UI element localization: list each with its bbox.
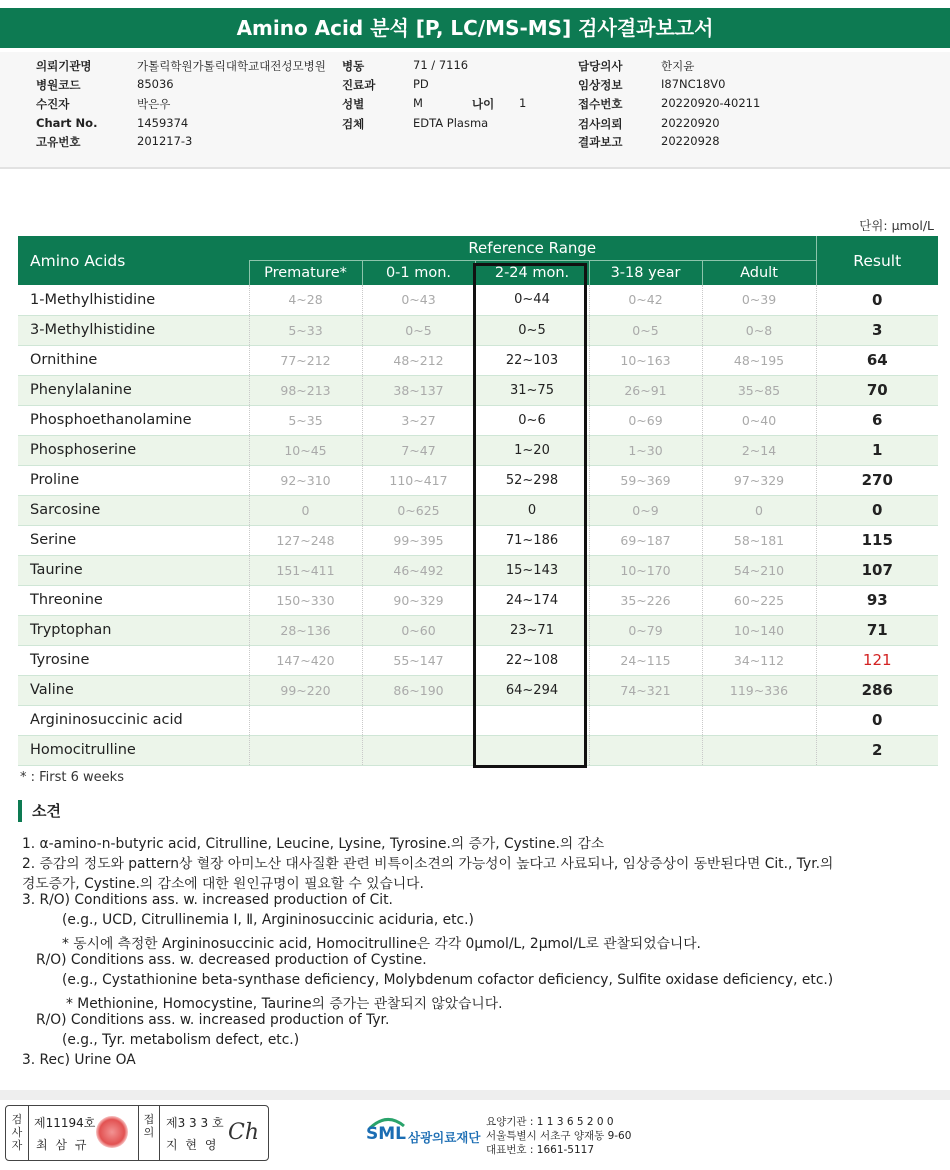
- insp-label: 검사자: [11, 1113, 23, 1152]
- signature-separator: [159, 1106, 160, 1160]
- reference-range-cell: 0~6: [475, 405, 589, 435]
- result-cell: 3: [816, 315, 938, 345]
- reference-range-cell: 0~5: [362, 315, 475, 345]
- value-unique-no: 201217-3: [137, 134, 193, 148]
- table-row: [18, 495, 938, 525]
- result-cell: 0: [816, 495, 938, 525]
- reference-range-cell: 10~170: [589, 555, 702, 585]
- reference-range-cell: 26~91: [589, 375, 702, 405]
- handwritten-signature: Ch: [228, 1120, 260, 1145]
- reference-range-cell: 64~294: [475, 675, 589, 705]
- amino-acid-name: Tyrosine: [18, 645, 249, 675]
- reference-range-cell: [475, 735, 589, 765]
- opinion-line: (e.g., Cystathionine beta-synthase deficiency, Molybdenum cofactor deficiency, Sulfite oxidase deficiency, etc.): [62, 972, 834, 988]
- amino-acid-name: Serine: [18, 525, 249, 555]
- table-row: [18, 315, 938, 345]
- opinion-line: R/O) Conditions ass. w. increased production of Tyr.: [36, 1012, 390, 1028]
- reference-range-cell: 74~321: [589, 675, 702, 705]
- footer-band: [0, 1090, 950, 1100]
- amino-acid-name: Taurine: [18, 555, 249, 585]
- result-cell: 1: [816, 435, 938, 465]
- amino-acid-name: Homocitrulline: [18, 735, 249, 765]
- reference-range-cell: 3~27: [362, 405, 475, 435]
- value-requester: 가톨릭학원가톨릭대학교대전성모병원: [137, 59, 326, 73]
- org-phone: 대표번호 : 1661-5117: [486, 1144, 595, 1156]
- value-report-date: 20220928: [661, 134, 720, 148]
- value-patient: 박은우: [137, 97, 171, 111]
- label-sex: 성별: [342, 97, 365, 111]
- reference-range-cell: 48~195: [702, 345, 816, 375]
- approver-label: [141, 1113, 157, 1139]
- reference-range-cell: 77~212: [249, 345, 362, 375]
- label-ward: 병동: [342, 59, 365, 73]
- result-cell: 64: [816, 345, 938, 375]
- reference-range-cell: 0~79: [589, 615, 702, 645]
- signature-separator: [28, 1106, 29, 1160]
- table-row: [18, 345, 938, 375]
- opinion-line: 2. 증감의 정도와 pattern상 혈장 아미노산 대사질환 관련 비특이소견의 가능성이 높다고 사료되나, 임상증상이 동반된다면 Cit., Tyr.의: [22, 856, 834, 872]
- header-range-premature: Premature*: [249, 260, 362, 285]
- org-name: 삼광의료재단: [408, 1130, 481, 1145]
- label-department: 진료과: [342, 78, 376, 92]
- label-patient: 수진자: [36, 97, 70, 111]
- value-hospital-code: 85036: [137, 77, 174, 91]
- reference-range-cell: 4~28: [249, 285, 362, 315]
- opinion-line: * Methionine, Homocystine, Taurine의 증가는 관찰되지 않았습니다.: [66, 996, 503, 1012]
- amino-acid-name: Phosphoserine: [18, 435, 249, 465]
- label-clinical-info: 임상정보: [578, 78, 623, 92]
- reference-range-cell: 0~44: [475, 285, 589, 315]
- amino-acid-name: Phosphoethanolamine: [18, 405, 249, 435]
- opinion-line: 1. α-amino-n-butyric acid, Citrulline, Leucine, Lysine, Tyrosine.의 증가, Cystine.의 감소: [22, 836, 605, 852]
- reference-range-cell: 0~39: [702, 285, 816, 315]
- org-code: 요양기관 : 1 1 3 6 5 2 0 0: [486, 1116, 614, 1128]
- result-cell: 0: [816, 285, 938, 315]
- inspector-label: [9, 1113, 25, 1152]
- reference-range-cell: 0~8: [702, 315, 816, 345]
- reference-range-cell: 110~417: [362, 465, 475, 495]
- table-row: [18, 405, 938, 435]
- reference-range-cell: 22~103: [475, 345, 589, 375]
- amino-acid-name: Argininosuccinic acid: [18, 705, 249, 735]
- table-row: [18, 285, 938, 315]
- label-hospital-code: 병원코드: [36, 78, 81, 92]
- opinion-line: 3. Rec) Urine OA: [22, 1052, 136, 1068]
- reference-range-cell: [702, 735, 816, 765]
- appr-label: 접의: [143, 1113, 155, 1139]
- opinion-line: 경도증가, Cystine.의 감소에 대한 원인규명이 필요할 수 있습니다.: [22, 876, 424, 892]
- label-request-date: 검사의뢰: [578, 117, 623, 131]
- reference-range-cell: [249, 705, 362, 735]
- table-row: [18, 735, 938, 765]
- report-title: Amino Acid 분석 [P, LC/MS-MS] 검사결과보고서: [0, 8, 950, 48]
- value-sex: M: [413, 96, 423, 110]
- label-requester: 의뢰기관명: [36, 59, 92, 73]
- org-address: 서울특별시 서초구 양재동 9-60: [486, 1130, 632, 1142]
- header-amino-acids: Amino Acids: [18, 236, 249, 285]
- reference-range-cell: [589, 735, 702, 765]
- label-receipt-no: 접수번호: [578, 97, 623, 111]
- result-cell: 107: [816, 555, 938, 585]
- reference-range-cell: 71~186: [475, 525, 589, 555]
- value-doctor: 한지윤: [661, 59, 695, 73]
- value-department: PD: [413, 77, 429, 91]
- reference-range-cell: 7~47: [362, 435, 475, 465]
- result-cell: 286: [816, 675, 938, 705]
- result-cell: 121: [816, 645, 938, 675]
- header-divider: [0, 167, 950, 169]
- amino-acid-name: 1-Methylhistidine: [18, 285, 249, 315]
- reference-range-cell: 0: [249, 495, 362, 525]
- inspector-name: 최 삼 규: [36, 1138, 89, 1152]
- reference-range-cell: 0~40: [702, 405, 816, 435]
- reference-range-cell: 0: [702, 495, 816, 525]
- reference-range-cell: 99~220: [249, 675, 362, 705]
- reference-range-cell: 127~248: [249, 525, 362, 555]
- reference-range-cell: 0~43: [362, 285, 475, 315]
- reference-range-cell: 0~69: [589, 405, 702, 435]
- result-cell: 2: [816, 735, 938, 765]
- label-unique-no: 고유번호: [36, 135, 81, 149]
- reference-range-cell: 54~210: [702, 555, 816, 585]
- reference-range-cell: 10~163: [589, 345, 702, 375]
- result-cell: 115: [816, 525, 938, 555]
- reference-range-cell: 92~310: [249, 465, 362, 495]
- reference-range-cell: 23~71: [475, 615, 589, 645]
- result-cell: 71: [816, 615, 938, 645]
- opinion-line: * 동시에 측정한 Argininosuccinic acid, Homocitrulline은 각각 0μmol/L, 2μmol/L로 관찰되었습니다.: [62, 936, 701, 952]
- result-cell: 270: [816, 465, 938, 495]
- sml-logo-text: SML: [366, 1124, 406, 1144]
- reference-range-cell: 0~9: [589, 495, 702, 525]
- header-result: Result: [816, 236, 938, 285]
- reference-range-cell: 35~226: [589, 585, 702, 615]
- reference-range-cell: 90~329: [362, 585, 475, 615]
- table-row: [18, 555, 938, 585]
- table-row: [18, 675, 938, 705]
- header-range-2-24-mon: 2-24 mon.: [475, 260, 589, 285]
- reference-range-cell: 10~45: [249, 435, 362, 465]
- reference-range-cell: 46~492: [362, 555, 475, 585]
- label-chart-no: Chart No.: [36, 116, 98, 130]
- amino-acid-name: 3-Methylhistidine: [18, 315, 249, 345]
- reference-range-cell: 69~187: [589, 525, 702, 555]
- header-reference-range: Reference Range: [249, 236, 816, 260]
- reference-range-cell: 2~14: [702, 435, 816, 465]
- amino-acid-name: Valine: [18, 675, 249, 705]
- opinion-line: (e.g., UCD, Citrullinemia Ⅰ, Ⅱ, Argininosuccinic aciduria, etc.): [62, 912, 474, 928]
- reference-range-cell: 38~137: [362, 375, 475, 405]
- reference-range-cell: 150~330: [249, 585, 362, 615]
- reference-range-cell: 0: [475, 495, 589, 525]
- header-range-adult: Adult: [702, 260, 816, 285]
- table-row: [18, 645, 938, 675]
- label-report-date: 결과보고: [578, 135, 623, 149]
- reference-range-cell: 0~625: [362, 495, 475, 525]
- table-row: [18, 465, 938, 495]
- reference-range-cell: 151~411: [249, 555, 362, 585]
- result-cell: 70: [816, 375, 938, 405]
- table-row: [18, 615, 938, 645]
- reference-range-cell: 0~42: [589, 285, 702, 315]
- reference-range-cell: 98~213: [249, 375, 362, 405]
- value-age: 1: [519, 96, 527, 110]
- official-seal: [96, 1116, 128, 1148]
- amino-acid-name: Phenylalanine: [18, 375, 249, 405]
- opinion-line: R/O) Conditions ass. w. decreased production of Cystine.: [36, 952, 427, 968]
- value-clinical-info: I87NC18V0: [661, 77, 726, 91]
- reference-range-cell: 22~108: [475, 645, 589, 675]
- label-specimen: 검체: [342, 117, 365, 131]
- reference-range-cell: 35~85: [702, 375, 816, 405]
- reference-range-cell: [362, 735, 475, 765]
- amino-acid-name: Sarcosine: [18, 495, 249, 525]
- value-receipt-no: 20220920-40211: [661, 96, 761, 110]
- reference-range-cell: 0~5: [589, 315, 702, 345]
- result-cell: 93: [816, 585, 938, 615]
- reference-range-cell: 55~147: [362, 645, 475, 675]
- reference-range-cell: 10~140: [702, 615, 816, 645]
- reference-range-cell: 15~143: [475, 555, 589, 585]
- reference-range-cell: 0~60: [362, 615, 475, 645]
- reference-range-cell: 5~35: [249, 405, 362, 435]
- label-doctor: 담당의사: [578, 59, 623, 73]
- reference-range-cell: 0~5: [475, 315, 589, 345]
- reference-range-cell: 28~136: [249, 615, 362, 645]
- reference-range-cell: 97~329: [702, 465, 816, 495]
- header-range-3-18-year: 3-18 year: [589, 260, 702, 285]
- table-row: [18, 375, 938, 405]
- footnote: * : First 6 weeks: [20, 770, 124, 785]
- table-row: [18, 705, 938, 735]
- reference-range-cell: [249, 735, 362, 765]
- table-row: [18, 585, 938, 615]
- inspector-number: 제11194호: [34, 1116, 96, 1130]
- reference-range-cell: 31~75: [475, 375, 589, 405]
- reference-range-cell: 99~395: [362, 525, 475, 555]
- reference-range-cell: 5~33: [249, 315, 362, 345]
- reference-range-cell: 1~30: [589, 435, 702, 465]
- amino-acid-name: Ornithine: [18, 345, 249, 375]
- amino-acid-table: [18, 236, 938, 766]
- reference-range-cell: 60~225: [702, 585, 816, 615]
- value-specimen: EDTA Plasma: [413, 116, 489, 130]
- reference-range-cell: [362, 705, 475, 735]
- value-request-date: 20220920: [661, 116, 720, 130]
- table-row: [18, 525, 938, 555]
- value-ward: 71 / 7116: [413, 58, 469, 72]
- reference-range-cell: 59~369: [589, 465, 702, 495]
- signature-box: [5, 1105, 269, 1161]
- approver-name: 지 현 영: [166, 1138, 219, 1152]
- reference-range-cell: 52~298: [475, 465, 589, 495]
- amino-acid-name: Proline: [18, 465, 249, 495]
- reference-range-cell: [589, 705, 702, 735]
- opinion-heading: 소견: [18, 800, 61, 822]
- approver-number: 제3 3 3 호: [166, 1116, 224, 1130]
- unit-label: 단위: μmol/L: [859, 218, 934, 233]
- header-range-0-1-mon: 0-1 mon.: [362, 260, 475, 285]
- reference-range-cell: 1~20: [475, 435, 589, 465]
- reference-range-cell: 58~181: [702, 525, 816, 555]
- value-chart-no: 1459374: [137, 116, 189, 130]
- reference-range-cell: [475, 705, 589, 735]
- reference-range-cell: 34~112: [702, 645, 816, 675]
- label-age: 나이: [472, 97, 495, 111]
- reference-range-cell: 24~174: [475, 585, 589, 615]
- reference-range-cell: 147~420: [249, 645, 362, 675]
- reference-range-cell: 48~212: [362, 345, 475, 375]
- result-cell: 0: [816, 705, 938, 735]
- opinion-line: 3. R/O) Conditions ass. w. increased production of Cit.: [22, 892, 393, 908]
- amino-acid-name: Tryptophan: [18, 615, 249, 645]
- reference-range-cell: [702, 705, 816, 735]
- reference-range-cell: 24~115: [589, 645, 702, 675]
- reference-range-cell: 119~336: [702, 675, 816, 705]
- table-row: [18, 435, 938, 465]
- signature-separator: [138, 1106, 139, 1160]
- opinion-line: (e.g., Tyr. metabolism defect, etc.): [62, 1032, 300, 1048]
- result-cell: 6: [816, 405, 938, 435]
- amino-acid-name: Threonine: [18, 585, 249, 615]
- reference-range-cell: 86~190: [362, 675, 475, 705]
